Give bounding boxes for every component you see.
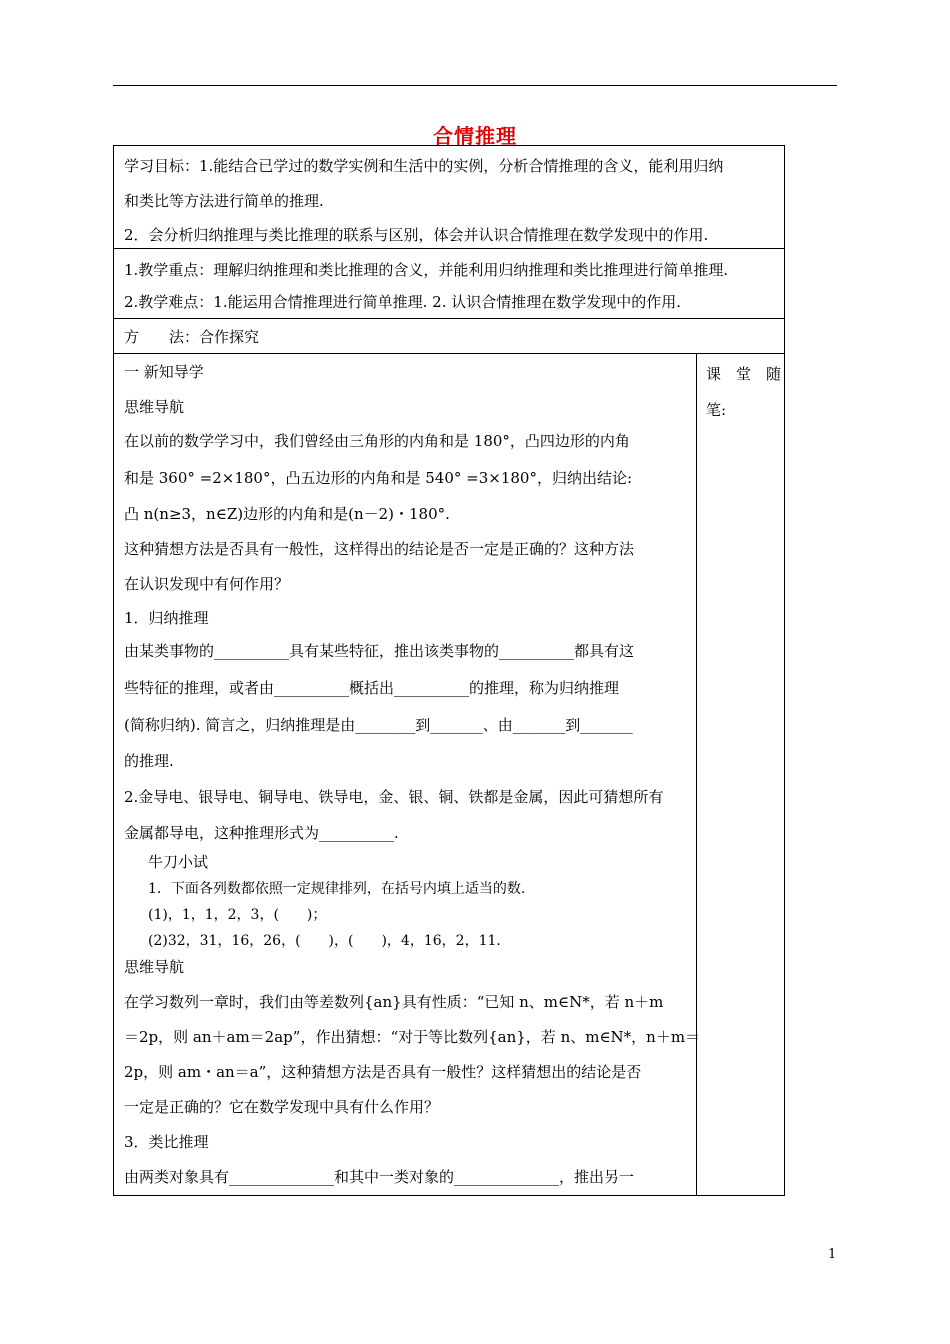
subheading-exercise: 牛刀小试 <box>148 853 209 871</box>
paragraph-line: 2.金导电、银导电、铜导电、铁导电，金、银、铜、铁都是金属，因此可猜想所有 <box>124 788 664 806</box>
row-divider <box>114 248 784 249</box>
side-notes-label: 课 堂 随 <box>706 365 782 383</box>
column-divider <box>696 353 697 1195</box>
section-heading: 一 新知导学 <box>124 363 204 381</box>
side-notes-label-2: 笔: <box>706 401 727 419</box>
paragraph-line: 的推理. <box>124 752 174 770</box>
paragraph-line: 在学习数列一章时，我们由等差数列{an}具有性质：“已知 n、m∈N*，若 n＋m <box>124 993 664 1011</box>
paragraph-line: (简称归纳). 简言之，归纳推理是由________到_______、由_______到_______ <box>124 716 633 734</box>
row-divider <box>114 353 784 354</box>
subheading-induction: 1．归纳推理 <box>124 609 209 627</box>
paragraph-line: 金属都导电，这种推理形式为__________. <box>124 824 399 842</box>
paragraph-line: ＝2p，则 an＋am＝2ap”，作出猜想：“对于等比数列{an}，若 n、m∈N*，n＋m＝ <box>124 1028 701 1046</box>
row-divider <box>114 318 784 319</box>
document-title: 合情推理 <box>433 124 517 148</box>
paragraph-line: 在以前的数学学习中，我们曾经由三角形的内角和是 180°，凸四边形的内角 <box>124 432 630 450</box>
subheading-thinking-guide: 思维导航 <box>124 398 185 416</box>
paragraph-line: 由某类事物的__________具有某些特征，推出该类事物的__________都具有这 <box>124 642 635 660</box>
subheading-analogy: 3．类比推理 <box>124 1133 209 1151</box>
page-number: 1 <box>828 1247 837 1262</box>
objectives-line-3: 2．会分析归纳推理与类比推理的联系与区别，体会并认识合情推理在数学发现中的作用. <box>124 226 709 244</box>
paragraph-line: 在认识发现中有何作用？ <box>124 575 290 593</box>
paragraph-line: 一定是正确的？它在数学发现中具有什么作用？ <box>124 1098 440 1116</box>
exercise-line: 1．下面各列数都依照一定规律排列，在括号内填上适当的数. <box>148 881 526 897</box>
paragraph-line: 这种猜想方法是否具有一般性，这样得出的结论是否一定是正确的？这种方法 <box>124 540 635 558</box>
key-point-line-1: 1.教学重点：理解归纳推理和类比推理的含义，并能利用归纳推理和类比推理进行简单推理. <box>124 261 729 279</box>
paragraph-line: 和是 360° =2×180°，凸五边形的内角和是 540° =3×180°，归纳出结论: <box>124 469 633 487</box>
subheading-thinking-guide: 思维导航 <box>124 958 185 976</box>
lesson-table <box>113 145 785 1196</box>
key-point-line-2: 2.教学难点：1.能运用合情推理进行简单推理. 2. 认识合情推理在数学发现中的作用. <box>124 293 682 311</box>
paragraph-line: 由两类对象具有______________和其中一类对象的______________，推出另一 <box>124 1168 635 1186</box>
exercise-line: (1)，1，1，2，3，( )； <box>148 907 327 923</box>
header-rule <box>113 85 837 86</box>
paragraph-line: 些特征的推理，或者由__________概括出__________的推理，称为归纳推理 <box>124 679 620 697</box>
objectives-line-2: 和类比等方法进行简单的推理. <box>124 192 324 210</box>
paragraph-line: 2p，则 am・an＝a”，这种猜想方法是否具有一般性？这样猜想出的结论是否 <box>124 1063 642 1081</box>
exercise-line: (2)32，31，16，26，( )，( )，4，16，2，11. <box>148 933 501 949</box>
method-line: 方 法：合作探究 <box>124 328 260 346</box>
objectives-line-1: 学习目标：1.能结合已学过的数学实例和生活中的实例，分析合情推理的含义，能利用归纳 <box>124 157 724 175</box>
paragraph-line: 凸 n(n≥3，n∈Z)边形的内角和是(n－2)・180°. <box>124 505 450 523</box>
